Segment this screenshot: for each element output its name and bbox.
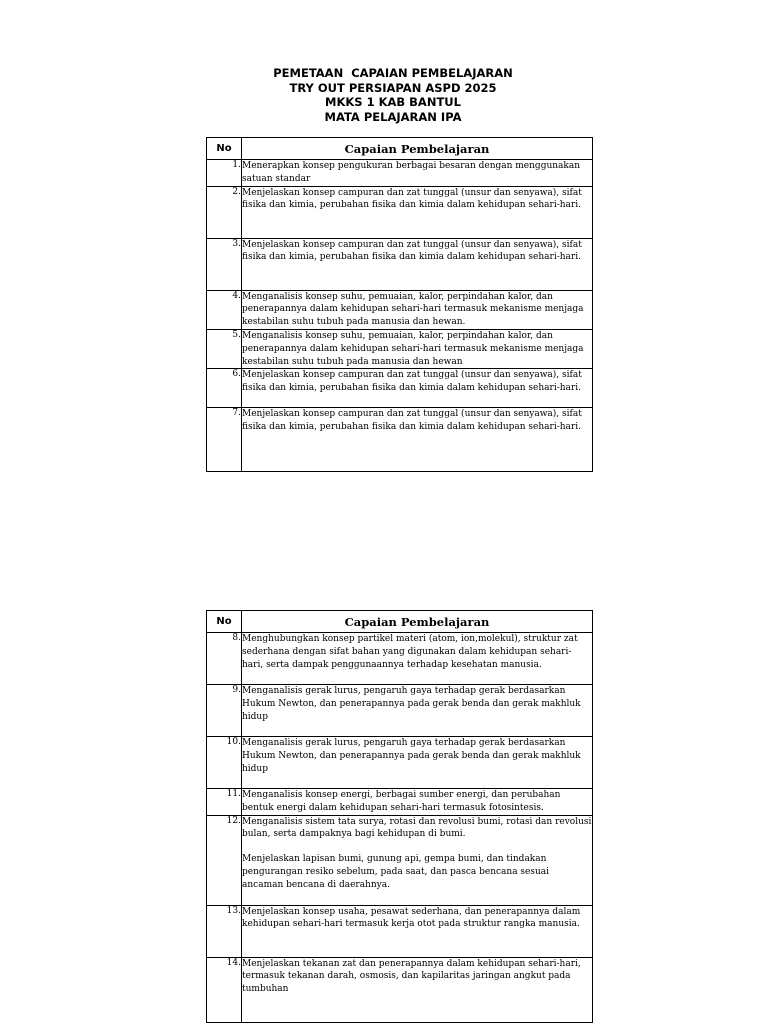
table-row bbox=[207, 815, 593, 905]
capaian-cell bbox=[242, 408, 593, 472]
table-row bbox=[207, 186, 593, 238]
title-line-4: MATA PELAJARAN IPA bbox=[324, 109, 462, 124]
table-row bbox=[207, 369, 593, 408]
capaian-cell bbox=[242, 957, 593, 1022]
capaian-cell bbox=[242, 905, 593, 957]
capaian-text: Menjelaskan konsep campuran dan zat tunggal (unsur dan senyawa), sifat fisika dan kimia, perubahan fisika dan kimia dalam kehidupan sehari-hari. bbox=[242, 409, 582, 433]
title-line-3: MKKS 1 KAB BANTUL bbox=[325, 95, 461, 109]
capaian-text: Menganalisis konsep suhu, pemuaian, kalor, perpindahan kalor, dan penerapannya dalam kehidupan sehari-hari termasuk mekanisme menjaga kestabilan suhu tubuh pada manusia dan hewan bbox=[242, 330, 584, 367]
capaian-cell bbox=[242, 290, 593, 329]
capaian-cell bbox=[242, 160, 593, 187]
capaian-text: Menjelaskan konsep campuran dan zat tunggal (unsur dan senyawa), sifat fisika dan kimia, perubahan fisika dan kimia dalam kehidupan sehari-hari. bbox=[242, 239, 582, 263]
table-row bbox=[207, 789, 593, 816]
capaian-text: Menjelaskan tekanan zat dan penerapannya dalam kehidupan sehari-hari, termasuk tekanan darah, osmosis, dan kapilaritas jaringan angkut pada tumbuhan bbox=[242, 958, 581, 995]
capaian-text: Menjelaskan lapisan bumi, gunung api, gempa bumi, dan tindakan pengurangan resiko sebelum, pada saat, dan pasca bencana sesuai ancaman bencana di daerahnya. bbox=[242, 854, 550, 890]
capaian-cell bbox=[242, 186, 593, 238]
header-capaian: Capaian Pembelajaran bbox=[242, 138, 593, 160]
capaian-text: Menganalisis sistem tata surya, rotasi dan revolusi bumi, rotasi dan revolusi bulan, serta dampaknya bagi kehidupan di bumi. bbox=[242, 816, 592, 840]
row-number: 12. bbox=[207, 815, 242, 905]
table-row bbox=[207, 957, 593, 1022]
row-number: 9. bbox=[207, 685, 242, 737]
row-number: 10. bbox=[207, 737, 242, 789]
row-number: 14. bbox=[207, 957, 242, 1022]
cp-table-2 bbox=[206, 610, 593, 1023]
header-capaian: Capaian Pembelajaran bbox=[242, 611, 593, 633]
row-number: 6. bbox=[207, 369, 242, 408]
capaian-cell bbox=[242, 737, 593, 789]
row-number: 11. bbox=[207, 789, 242, 816]
capaian-text: Menganalisis konsep suhu, pemuaian, kalor, perpindahan kalor, dan penerapannya dalam kehidupan sehari-hari termasuk mekanisme menjaga kestabilan suhu tubuh pada manusia dan hewan. bbox=[242, 291, 584, 328]
capaian-text: Menjelaskan konsep usaha, pesawat sederhana, dan penerapannya dalam kehidupan sehari-hari termasuk kerja otot pada struktur rangka manusia. bbox=[242, 906, 581, 930]
table-row bbox=[207, 160, 593, 187]
table-row bbox=[207, 633, 593, 685]
table-row bbox=[207, 238, 593, 290]
table-row bbox=[207, 408, 593, 472]
capaian-cell bbox=[242, 815, 593, 905]
title-line-1: PEMETAAN CAPAIAN PEMBELAJARAN bbox=[273, 66, 513, 80]
capaian-text: Menjelaskan konsep campuran dan zat tunggal (unsur dan senyawa), sifat fisika dan kimia, perubahan fisika dan kimia dalam kehidupan sehari-hari. bbox=[242, 370, 582, 394]
capaian-cell bbox=[242, 238, 593, 290]
capaian-cell bbox=[242, 369, 593, 408]
table-row bbox=[207, 905, 593, 957]
table-header-row bbox=[207, 138, 593, 160]
capaian-cell bbox=[242, 329, 593, 368]
row-number: 4. bbox=[207, 290, 242, 329]
capaian-cell bbox=[242, 789, 593, 816]
capaian-cell bbox=[242, 685, 593, 737]
cp-table-1 bbox=[206, 137, 593, 472]
row-number: 2. bbox=[207, 186, 242, 238]
capaian-text: Menerapkan konsep pengukuran berbagai besaran dengan menggunakan satuan standar bbox=[242, 161, 581, 184]
row-number: 8. bbox=[207, 633, 242, 685]
row-number: 1. bbox=[207, 160, 242, 187]
capaian-text: Menganalisis gerak lurus, pengaruh gaya terhadap gerak berdasarkan Hukum Newton, dan penerapannya pada gerak benda dan gerak makhluk hidup bbox=[242, 738, 581, 774]
capaian-text: Menganalisis gerak lurus, pengaruh gaya terhadap gerak berdasarkan Hukum Newton, dan penerapannya pada gerak benda dan gerak makhluk hidup bbox=[242, 686, 581, 722]
title-line-2: TRY OUT PERSIAPAN ASPD 2025 bbox=[289, 80, 497, 95]
row-number: 13. bbox=[207, 905, 242, 957]
document-title bbox=[0, 66, 768, 124]
header-no: No bbox=[207, 138, 242, 160]
table-row bbox=[207, 685, 593, 737]
header-no: No bbox=[207, 611, 242, 633]
row-number: 3. bbox=[207, 238, 242, 290]
capaian-text: Menjelaskan konsep campuran dan zat tunggal (unsur dan senyawa), sifat fisika dan kimia, perubahan fisika dan kimia dalam kehidupan sehari-hari. bbox=[242, 187, 582, 211]
table-row bbox=[207, 290, 593, 329]
table-header-row bbox=[207, 611, 593, 633]
capaian-cell bbox=[242, 633, 593, 685]
row-number: 5. bbox=[207, 329, 242, 368]
table-row bbox=[207, 329, 593, 368]
capaian-text: Menghubungkan konsep partikel materi (atom, ion,molekul), struktur zat sederhana dengan sifat bahan yang digunakan dalam kehidupan sehari- hari, serta dampak penggunaannya terhadap kesehatan manusia. bbox=[242, 634, 578, 670]
row-number: 7. bbox=[207, 408, 242, 472]
table-row bbox=[207, 737, 593, 789]
capaian-text: Menganalisis konsep energi, berbagai sumber energi, dan perubahan bentuk energi dalam kehidupan sehari-hari termasuk fotosintesis. bbox=[242, 790, 561, 813]
